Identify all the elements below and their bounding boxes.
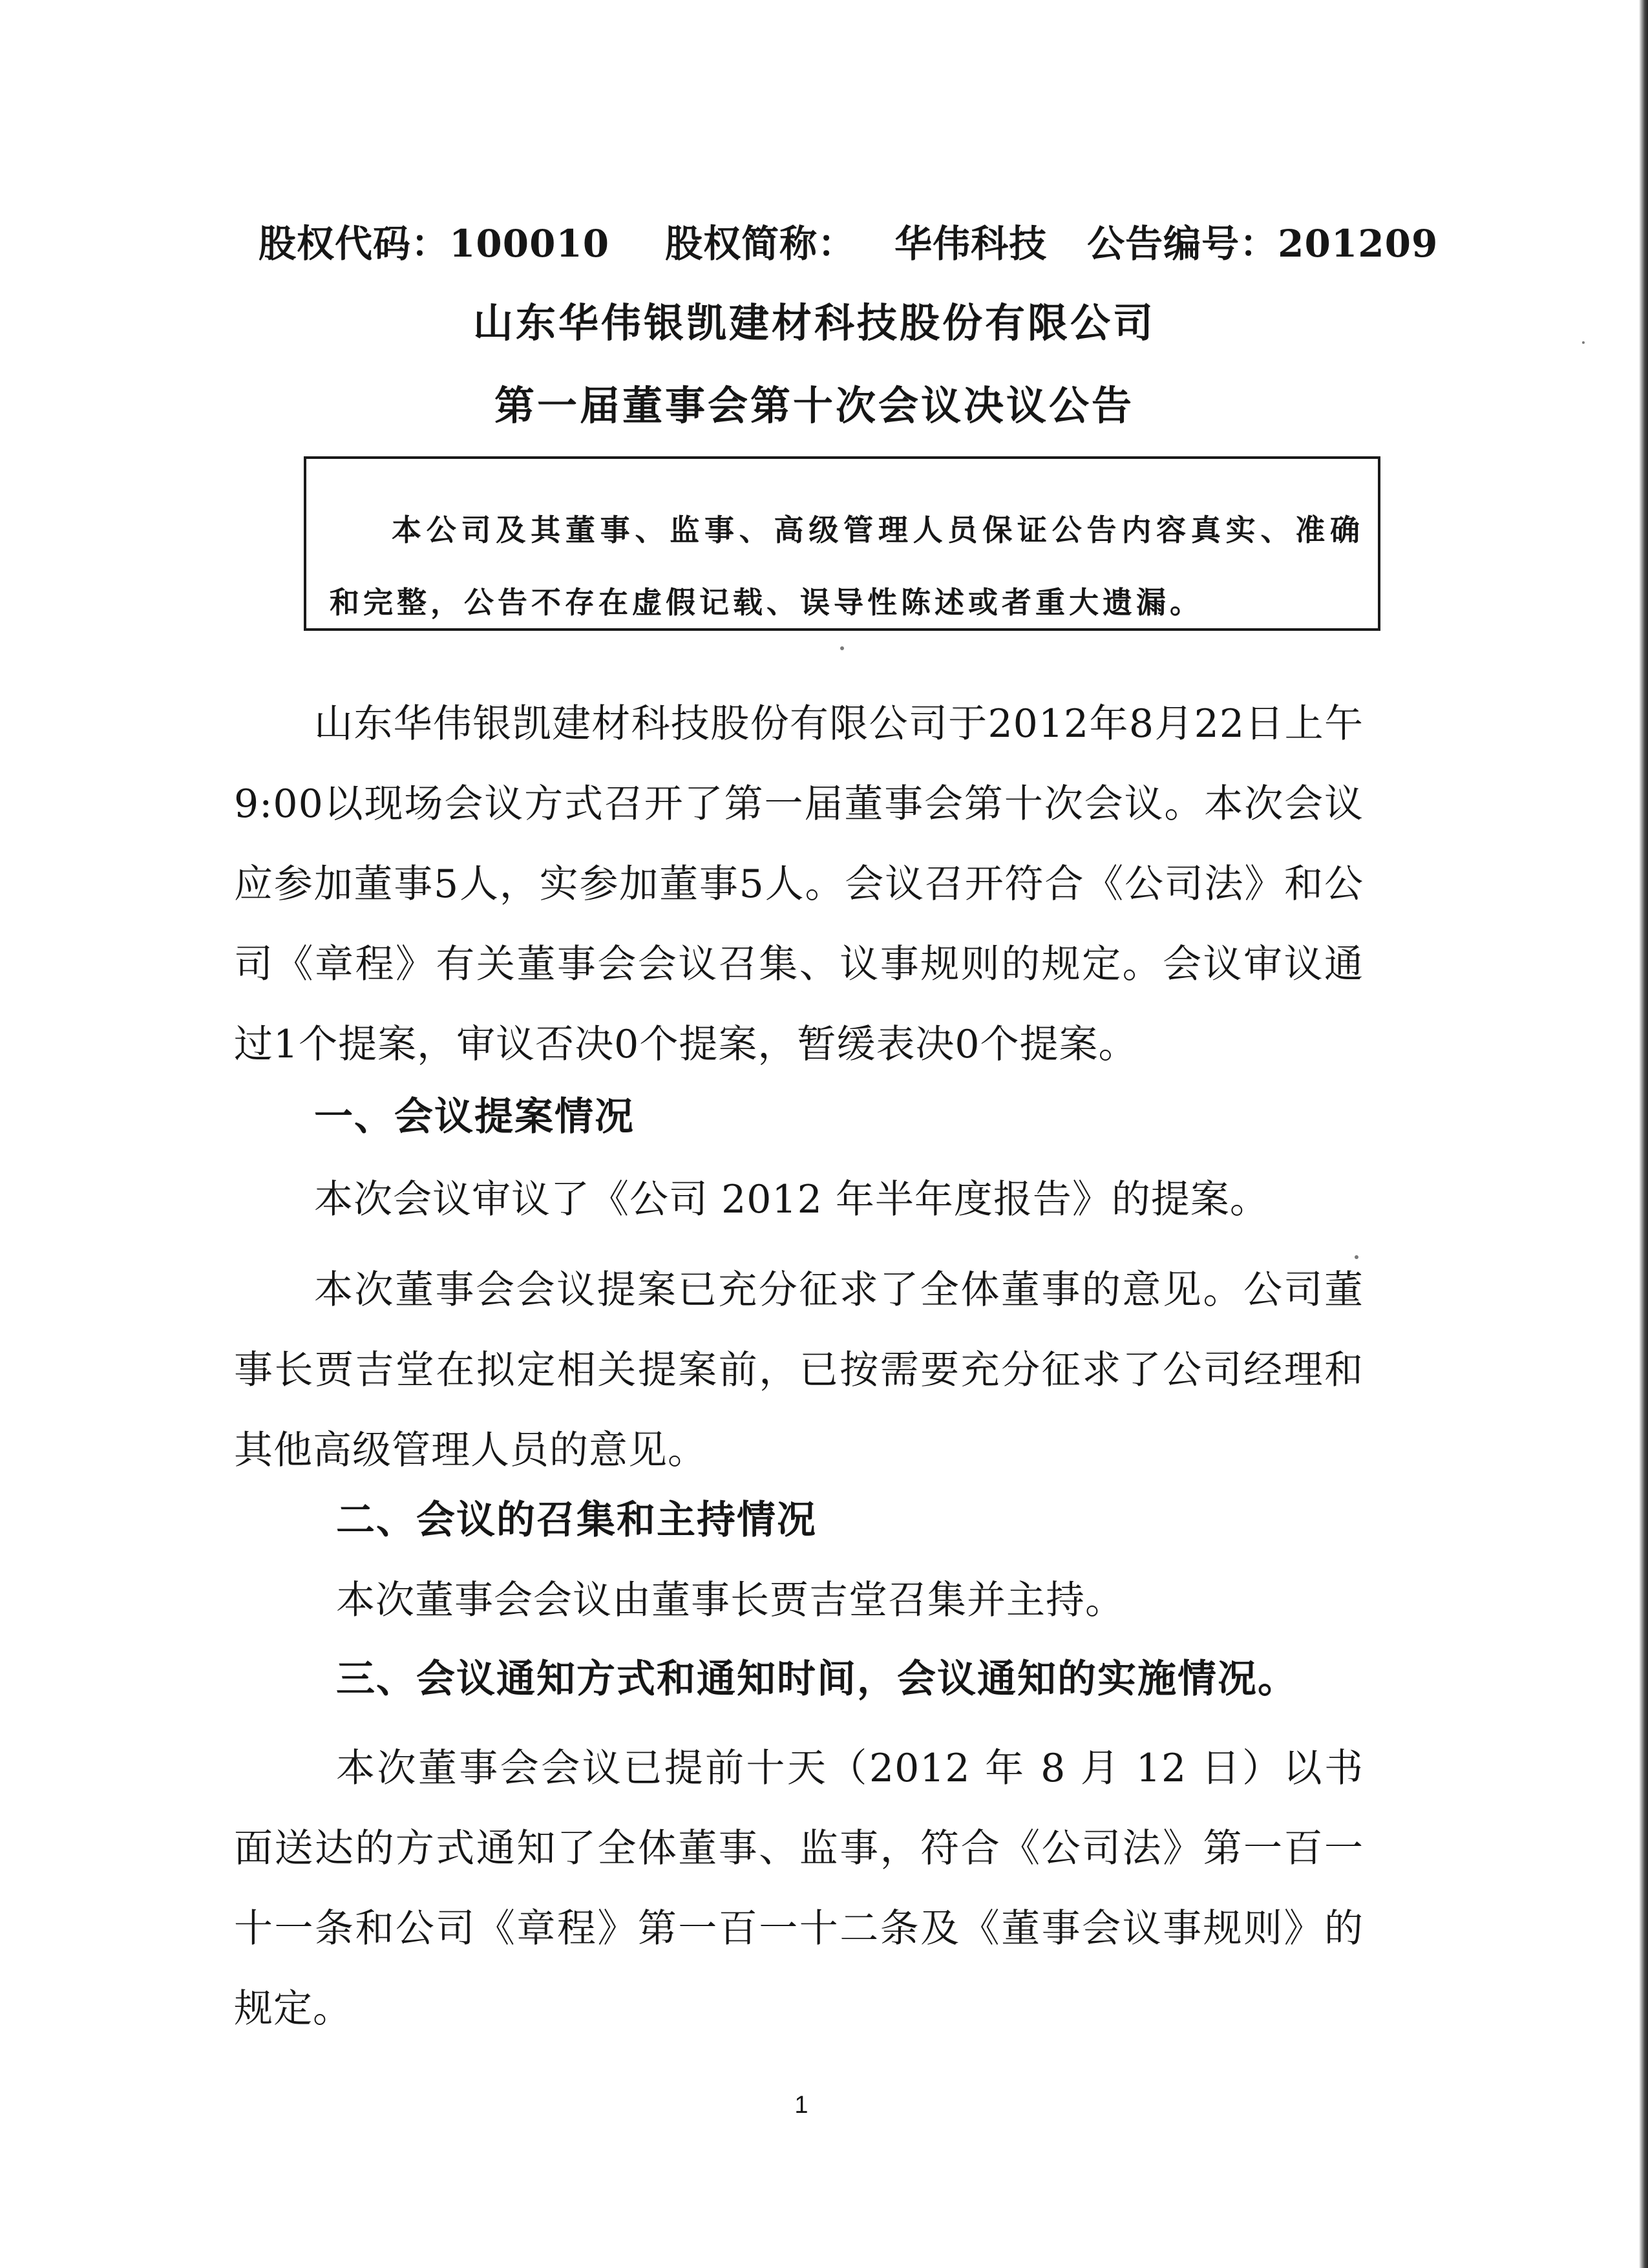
intro-paragraph: 山东华伟银凯建材科技股份有限公司于2012年8月22日上午9:00以现场会议方式召开了第一届董事会第十次会议。本次会议应参加董事5人，实参加董事5人。会议召开符合《公司法》和公司《章程》有关董事会会议召集、议事规则的规定。会议审议通过1个提案，审议否决0个提案，暂缓表决0个提案。 [234, 701, 1364, 1067]
page-number: 1 [794, 2092, 808, 2119]
section-3-paragraph: 本次董事会会议已提前十天（2012 年 8 月 12 日）以书面送达的方式通知了全体董事、监事，符合《公司法》第一百一十一条和公司《章程》第一百一十二条及《董事会议事规则》的规定。 [234, 1746, 1364, 2031]
disclaimer-text: 本公司及其董事、监事、高级管理人员保证公告内容真实、准确和完整，公告不存在虚假记载、误导性陈述或者重大遗漏。 [330, 513, 1364, 620]
section-2-line: 本次董事会会议由董事长贾吉堂召集并主持。 [336, 1578, 1125, 1623]
section-1-paragraph: 本次董事会会议提案已充分征求了全体董事的意见。公司董事长贾吉堂在拟定相关提案前，已按需要充分征求了公司经理和其他高级管理人员的意见。 [234, 1267, 1364, 1473]
section-2-heading: 二、会议的召集和主持情况 [336, 1498, 817, 1543]
equity-abbr-value: 华伟科技 [894, 222, 1048, 266]
announcement-header [259, 213, 1439, 268]
scan-speck [1355, 1255, 1358, 1259]
scan-edge-shadow [1639, 0, 1648, 2268]
section-1-heading: 一、会议提案情况 [314, 1094, 635, 1139]
disclaimer-box [304, 456, 1380, 631]
section-1-line: 本次会议审议了《公司 2012 年半年度报告》的提案。 [314, 1177, 1269, 1222]
scan-speck [840, 646, 844, 650]
section-3-heading: 三、会议通知方式和通知时间，会议通知的实施情况。 [336, 1657, 1298, 1702]
equity-code: 股权代码：100010 [259, 222, 610, 266]
scan-speck [1582, 341, 1585, 344]
announcement-title: 第一届董事会第十次会议决议公告 [494, 382, 1134, 429]
equity-abbr-label: 股权简称： [665, 222, 856, 266]
notice-number: 公告编号：201209 [1087, 222, 1439, 266]
company-name-title: 山东华伟银凯建材科技股份有限公司 [472, 299, 1156, 346]
